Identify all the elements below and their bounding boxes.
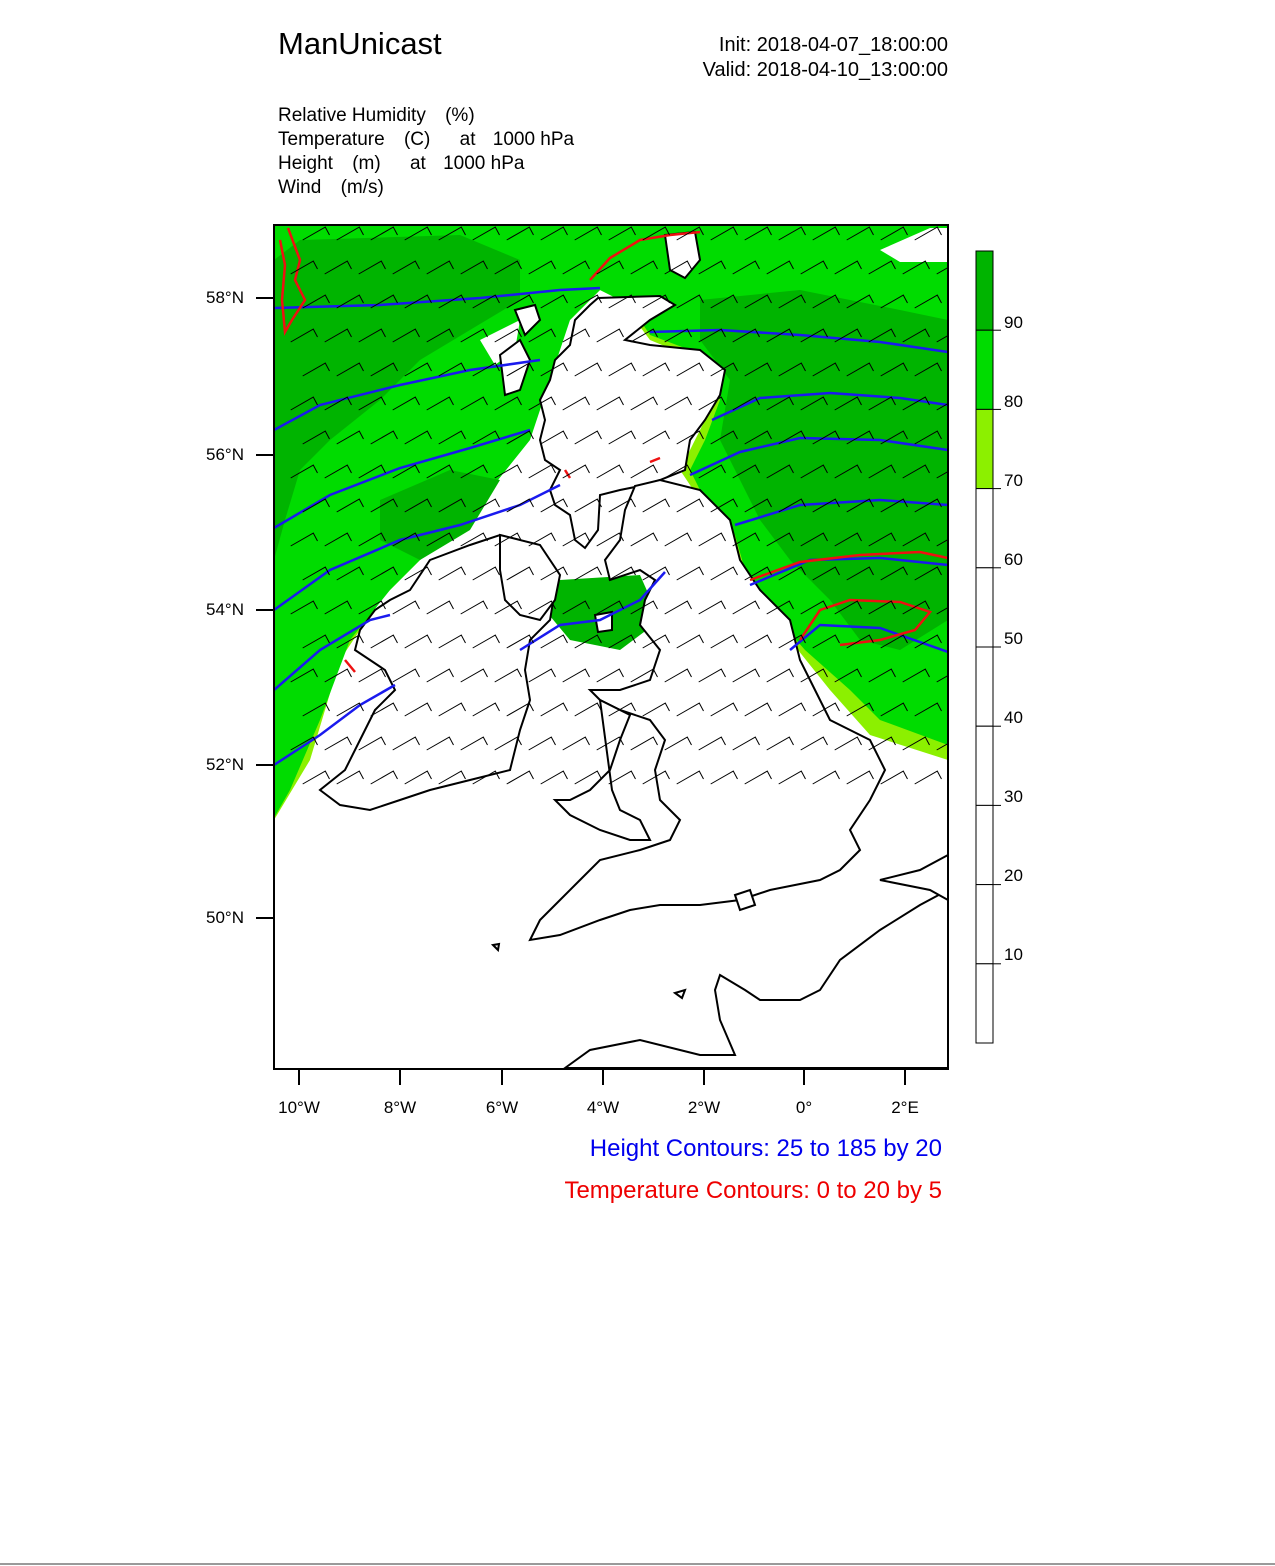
wind-barb — [529, 737, 556, 750]
wind-barb — [529, 533, 556, 546]
wind-barb — [631, 737, 658, 750]
temperature-contours-note: Temperature Contours: 0 to 20 by 5 — [564, 1177, 942, 1204]
colorbar-box — [976, 330, 993, 409]
wind-barb — [529, 465, 556, 478]
colorbar-box — [976, 805, 993, 884]
field-name: Wind — [278, 177, 322, 198]
colorbar — [976, 251, 1001, 1043]
lon-label: 4°W — [586, 1098, 620, 1117]
wind-barb — [563, 669, 590, 682]
colorbar-box — [976, 568, 993, 647]
isle-of-wight — [735, 890, 755, 910]
wind-barb — [949, 635, 976, 648]
field-level-prep: at — [459, 129, 476, 150]
wind-barb — [507, 771, 534, 784]
colorbar-label: 50 — [1004, 629, 1023, 648]
colorbar-label: 80 — [1004, 392, 1023, 411]
field-name: Height — [278, 153, 333, 174]
colorbar-label: 90 — [1004, 313, 1023, 332]
valid-time: Valid: 2018-04-10_13:00:00 — [702, 59, 948, 81]
belgium-coast — [880, 855, 948, 900]
lon-ticks — [299, 1069, 905, 1085]
wind-barb — [949, 499, 976, 512]
wind-barb — [949, 771, 976, 784]
field-name: Temperature — [278, 129, 385, 150]
wind-barb — [609, 771, 636, 784]
colorbar-box — [976, 964, 993, 1043]
lon-label: 2°W — [687, 1098, 721, 1117]
lat-ticks — [256, 298, 274, 918]
lon-label: 6°W — [485, 1098, 519, 1117]
colorbar-label: 40 — [1004, 708, 1023, 727]
colorbar-label: 60 — [1004, 550, 1023, 569]
wind-barb — [949, 295, 976, 308]
island — [675, 990, 685, 998]
wind-barb — [575, 703, 602, 716]
colorbar-box — [976, 409, 993, 488]
field-unit: (m) — [352, 153, 381, 174]
field-unit: (%) — [445, 105, 475, 126]
colorbar-box — [976, 885, 993, 964]
lon-label: 0° — [795, 1098, 813, 1117]
colorbar-box — [976, 251, 993, 330]
field-level-prep: at — [409, 153, 426, 174]
init-time: Init: 2018-04-07_18:00:00 — [718, 34, 948, 56]
field-name: Relative Humidity — [278, 105, 426, 126]
lat-label: 56°N — [206, 445, 244, 464]
map-title: ManUnicast — [278, 26, 442, 61]
colorbar-box — [976, 647, 993, 726]
colorbar-label: 30 — [1004, 787, 1023, 806]
lat-label: 54°N — [206, 600, 244, 619]
wind-barb — [597, 669, 624, 682]
lat-label: 50°N — [206, 908, 244, 927]
wind-barb — [303, 771, 330, 784]
temperature-contour — [345, 660, 355, 672]
wind-barb — [541, 635, 568, 648]
wind-barb — [881, 771, 908, 784]
lon-label: 2°E — [891, 1098, 919, 1117]
lon-label: 8°W — [383, 1098, 417, 1117]
colorbar-box — [976, 726, 993, 805]
lat-label: 58°N — [206, 288, 244, 307]
lon-label: 10°W — [278, 1098, 320, 1117]
colorbar-label: 70 — [1004, 471, 1023, 490]
field-level: 1000 hPa — [443, 153, 525, 174]
lat-label: 52°N — [206, 755, 244, 774]
field-level: 1000 hPa — [492, 129, 575, 150]
wind-barb — [541, 771, 568, 784]
colorbar-label: 20 — [1004, 866, 1023, 885]
wind-barb — [359, 669, 386, 682]
field-unit: (m/s) — [340, 177, 384, 198]
wind-barb — [563, 737, 590, 750]
wind-barb — [529, 669, 556, 682]
wind-barb — [915, 771, 942, 784]
wind-barb — [949, 363, 976, 376]
colorbar-box — [976, 489, 993, 568]
wind-barb — [949, 227, 976, 240]
colorbar-label: 10 — [1004, 945, 1023, 964]
island — [493, 944, 499, 950]
wind-barb — [541, 703, 568, 716]
height-contours-note: Height Contours: 25 to 185 by 20 — [589, 1135, 942, 1162]
wind-barb — [325, 737, 352, 750]
wind-barb — [949, 567, 976, 580]
wales-landmass — [555, 700, 650, 840]
france-landmass — [565, 890, 948, 1068]
wind-barb — [949, 431, 976, 444]
wind-barb — [949, 703, 976, 716]
field-unit: (C) — [403, 129, 431, 150]
bottom-divider — [0, 1563, 1275, 1565]
